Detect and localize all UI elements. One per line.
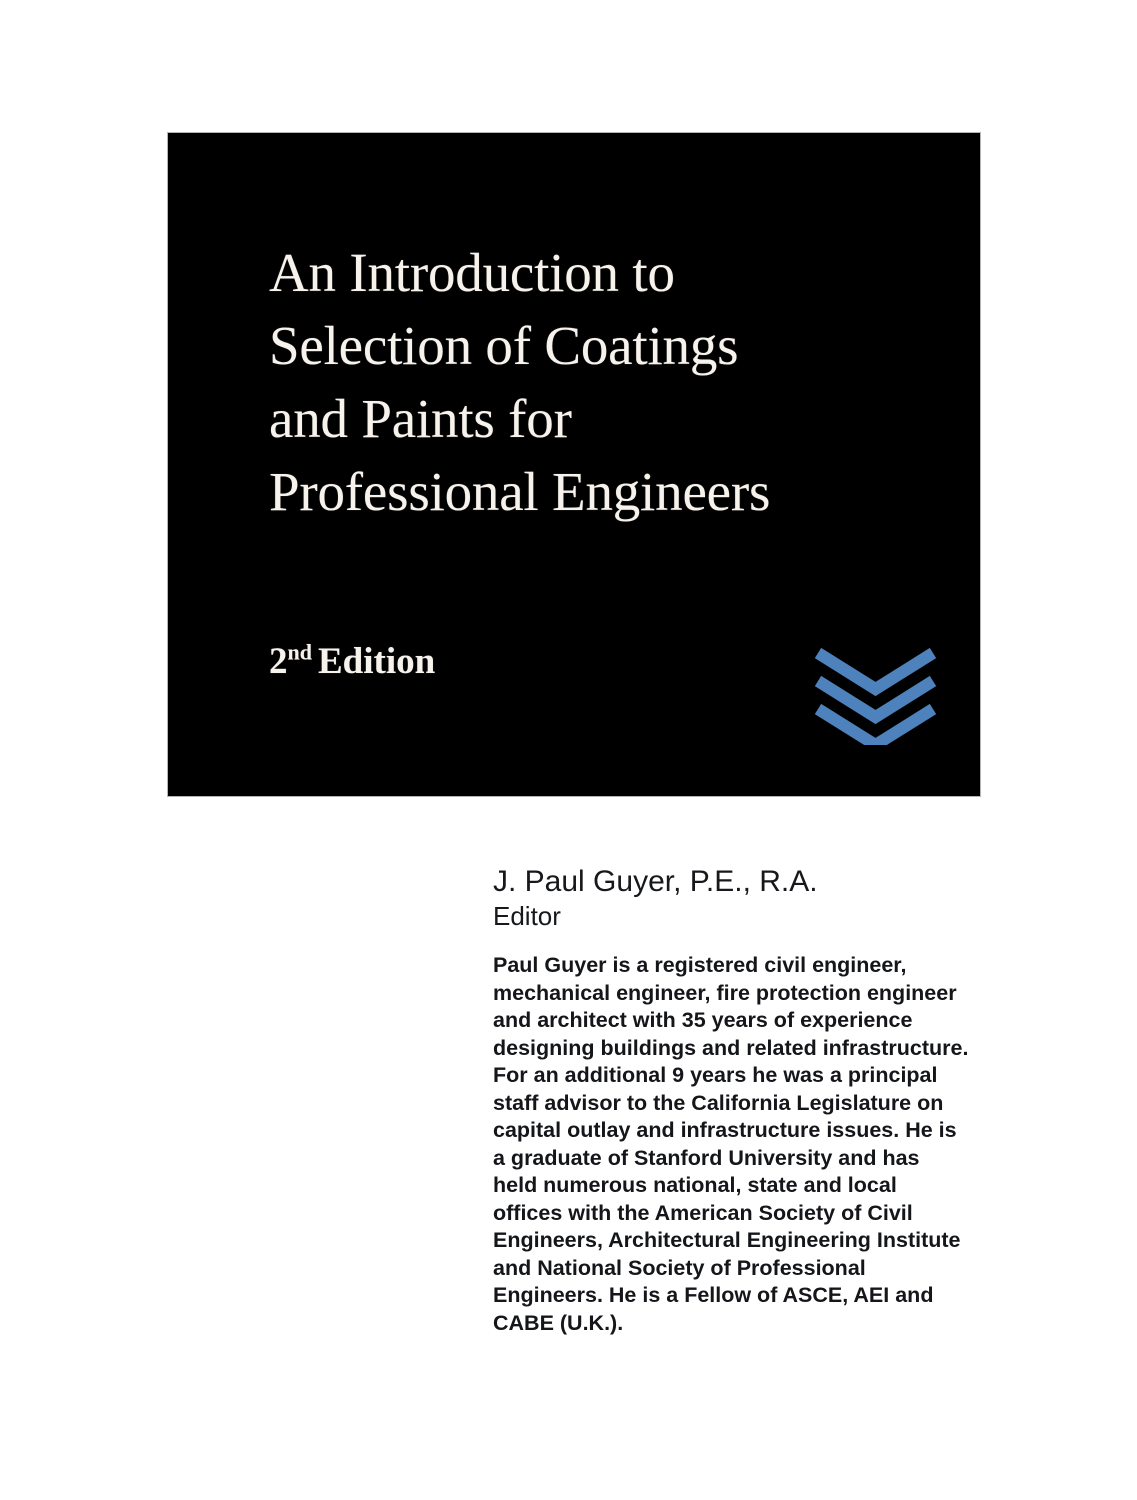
cover-title-panel	[167, 132, 981, 797]
edition-word: Edition	[317, 641, 436, 682]
bio-line: staff advisor to the California Legislature on	[493, 1090, 944, 1115]
bio-line: and National Society of Professional	[493, 1255, 866, 1280]
edition-ordinal-suffix: nd	[287, 639, 312, 665]
bio-line: CABE (U.K.).	[493, 1310, 624, 1335]
bio-line: designing buildings and related infrastructure.	[493, 1035, 969, 1060]
author-biography	[493, 952, 969, 1337]
bio-line: For an additional 9 years he was a principal	[493, 1063, 938, 1087]
title-line-2: Selection of Coatings	[269, 315, 739, 376]
bio-line: capital outlay and infrastructure issues. He is	[493, 1118, 957, 1142]
author-name: J. Paul Guyer, P.E., R.A.	[493, 865, 818, 898]
bio-line: a graduate of Stanford University and has	[493, 1145, 920, 1170]
title-line-1: An Introduction to	[269, 242, 675, 303]
book-title	[269, 236, 909, 528]
title-line-4: Professional Engineers	[269, 461, 771, 522]
author-role: Editor	[493, 901, 561, 931]
bio-line: mechanical engineer, fire protection engineer	[493, 980, 957, 1005]
bio-line: and architect with 35 years of experience	[493, 1008, 913, 1032]
edition-label	[269, 640, 435, 683]
bio-line: Engineers. He is a Fellow of ASCE, AEI and	[493, 1283, 934, 1307]
edition-number: 2	[269, 641, 288, 682]
bio-line: held numerous national, state and local	[493, 1173, 897, 1197]
bio-line: Paul Guyer is a registered civil engineer,	[493, 953, 907, 977]
author-block	[493, 864, 923, 932]
bio-line: Engineers, Architectural Engineering Institute	[493, 1228, 961, 1252]
bio-line: offices with the American Society of Civil	[493, 1200, 913, 1225]
triple-chevron-icon	[813, 645, 938, 745]
title-line-3: and Paints for	[269, 388, 572, 449]
